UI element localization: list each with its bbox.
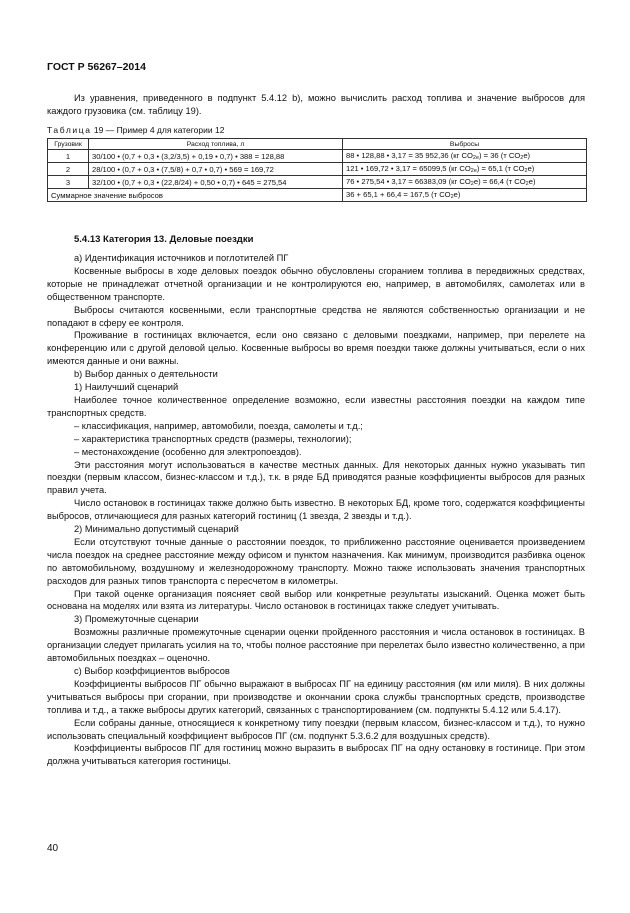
total-subscript: 2 bbox=[450, 194, 454, 200]
paragraph: c) Выбор коэффициентов выбросов bbox=[74, 666, 230, 676]
emissions-table bbox=[47, 138, 587, 202]
table-row bbox=[48, 163, 587, 176]
table-header-row bbox=[48, 139, 587, 150]
emission-part: 76 • 275,54 • 3,17 = 66383,09 (кг CO bbox=[346, 177, 471, 186]
emission-subscript: 2 bbox=[520, 155, 524, 161]
paragraph: 1) Наилучший сценарий bbox=[74, 382, 179, 393]
cell-emissions bbox=[343, 150, 587, 163]
cell-fuel: 32/100 • (0,7 + 0,3 • (22,8/24) + 0,50 • 0,7) • 645 = 275,54 bbox=[89, 176, 343, 189]
paragraph: 2) Минимально допустимый сценарий bbox=[74, 524, 239, 535]
paragraph: Выбросы считаются косвенными, если транспортные средства не являются собственностью организации и не попадают в сферу ее контроля. bbox=[47, 304, 585, 328]
total-value bbox=[343, 189, 587, 202]
emission-subscript: 2 bbox=[524, 168, 528, 174]
emission-part: e) bbox=[527, 164, 535, 173]
cell-fuel: 30/100 • (0,7 + 0,3 • (3,2/3,5) + 0,19 • 0,7) • 388 = 128,88 bbox=[89, 150, 343, 163]
paragraph: Число остановок в гостиницах также должно быть известно. В некоторых БД, кроме того, содержатся коэффициенты выбросов, отличающиеся для разных категорий гостиниц (1 звезда, 2 звезды и т.д.). bbox=[47, 498, 585, 522]
paragraph: 3) Промежуточные сценарии bbox=[74, 614, 199, 625]
page-number: 40 bbox=[47, 843, 59, 854]
cell-truck: 1 bbox=[48, 150, 89, 163]
paragraph: Косвенные выбросы в ходе деловых поездок обычно обусловлены сгоранием топлива в передвижных средствах, которые не принадлежат отчетной организации и не контролируются ею, например, в автомобилях, самолетах или в общественном транспорте. bbox=[47, 265, 585, 302]
emission-part: e) = 66,4 (т CO bbox=[473, 177, 526, 186]
section-title: 5.4.13 Категория 13. Деловые поездки bbox=[74, 234, 254, 245]
paragraph: При такой оценке организация поясняет свой выбор или конкретные результаты изысканий. Оценка может быть основана на моделях или взята из литературы. Число остановок в гостиницах также следует учитывать. bbox=[47, 588, 585, 612]
document-header: ГОСТ Р 56267–2014 bbox=[47, 61, 146, 73]
emission-part: e) bbox=[523, 151, 531, 160]
paragraph: b) Выбор данных о деятельности bbox=[74, 369, 218, 380]
cell-truck: 2 bbox=[48, 163, 89, 176]
emission-subscript: 2e bbox=[472, 155, 480, 161]
header-fuel: Расход топлива, л bbox=[89, 139, 343, 150]
emission-subscript: 2 bbox=[525, 181, 529, 187]
list-item: – характеристика транспортных средств (размеры, технологии); bbox=[74, 433, 352, 444]
intro-paragraph: Из уравнения, приведенного в подпункт 5.4.12 b), можно вычислить расход топлива и значение выбросов для каждого грузовика (см. таблицу 19). bbox=[47, 93, 585, 116]
emission-part: ) = 65,1 (т CO bbox=[476, 164, 525, 173]
table-row bbox=[48, 176, 587, 189]
table-total-row bbox=[48, 189, 587, 202]
total-part: e) bbox=[453, 190, 461, 199]
list-item: – местонахождение (особенно для электропоездов). bbox=[74, 446, 302, 457]
table-caption bbox=[47, 125, 224, 135]
cell-fuel: 28/100 • (0,7 + 0,3 • (7,5/8) + 0,7 • 0,7) • 569 = 169,72 bbox=[89, 163, 343, 176]
total-part: 36 + 65,1 + 66,4 = 167,5 (т CO bbox=[346, 190, 451, 199]
paragraph: а) Идентификация источников и поглотителей ПГ bbox=[74, 253, 289, 263]
total-label: Суммарное значение выбросов bbox=[48, 189, 343, 202]
paragraph: Возможны различные промежуточные сценарии оценки пройденного расстояния и числа остановок в гостиницах. В организации следует прилагать усилия на то, чтобы полное расстояние при перелетах было известно количественно, а при автомобильных поездках – оценочно. bbox=[47, 627, 585, 664]
header-truck: Грузовик bbox=[48, 139, 89, 150]
list-item: – классификация, например, автомобили, поезда, самолеты и т.д.; bbox=[74, 420, 363, 431]
emission-part: 121 • 169,72 • 3,17 = 65099,5 (кг CO bbox=[346, 164, 471, 173]
cell-truck: 3 bbox=[48, 176, 89, 189]
paragraph: Проживание в гостиницах включается, если оно связано с деловыми поездками, например, при перелете на конференцию или с другой деловой целью. Косвенные выбросы во время поездки также должны учитываться, если о них имеются данные и они важны. bbox=[47, 330, 585, 367]
table-row bbox=[48, 150, 587, 163]
cell-emissions bbox=[343, 176, 587, 189]
emission-subscript: 2 bbox=[470, 181, 474, 187]
paragraph: Если собраны данные, относящиеся к конкретному типу поездки (первым классом, бизнес-классом и т.д.), то нужно использовать специальный коэффициент выбросов ПГ (см. подпункт 5.3.6.2 для воздушных средств). bbox=[47, 717, 585, 741]
cell-emissions bbox=[343, 163, 587, 176]
header-emissions: Выбросы bbox=[343, 139, 587, 150]
paragraph: Коэффициенты выбросов ПГ для гостиниц можно выразить в выбросах ПГ на одну остановку в гостинице. При этом должна учитываться категория гостиницы. bbox=[47, 743, 585, 767]
table-caption-title: 19 — Пример 4 для категории 12 bbox=[91, 125, 225, 135]
paragraph: Коэффициенты выбросов ПГ обычно выражают в выбросах ПГ на единицу расстояния (км или миля). В них должны учитываться выбросы при сгорании, при производстве и окончании срока службы транспортных средств, производстве топлива и т.д., а также выбросы других категорий, связанных с транспортированием (см. подпункты 5.4.12 или 5.4.17). bbox=[47, 678, 585, 715]
intro-text bbox=[47, 92, 585, 118]
table-caption-label: Таблица bbox=[47, 125, 92, 135]
emission-part: e) bbox=[528, 177, 536, 186]
emission-part: 88 • 128,88 • 3,17 = 35 952,36 (кг CO bbox=[346, 151, 473, 160]
paragraph: Наиболее точное количественное определение возможно, если известны расстояния поездки на каждом типе транспортных средств. bbox=[47, 394, 585, 418]
section-body bbox=[47, 252, 585, 768]
paragraph: Эти расстояния могут использоваться в качестве местных данных. Для некоторых данных нужно указывать тип поездки (первым классом, бизнес-классом и т.д.), т.к. в ряде БД приводятся разные коэффициенты выбросов для разных правил учета. bbox=[47, 459, 585, 496]
emission-part: ) = 36 (т CO bbox=[479, 151, 521, 160]
emission-subscript: 2e bbox=[470, 168, 477, 174]
paragraph: Если отсутствуют точные данные о расстоянии поездок, то приближенно расстояние оценивается произведением числа поездок на среднее расстояние между офисом и пунктом назначения. Как минимум, производится разбивка оценок по автомобильному, воздушному и железнодорожному транспорту. Можно также использовать значения транспортных расходов для разных типов транспорта с пересчетом в километры. bbox=[47, 536, 585, 586]
